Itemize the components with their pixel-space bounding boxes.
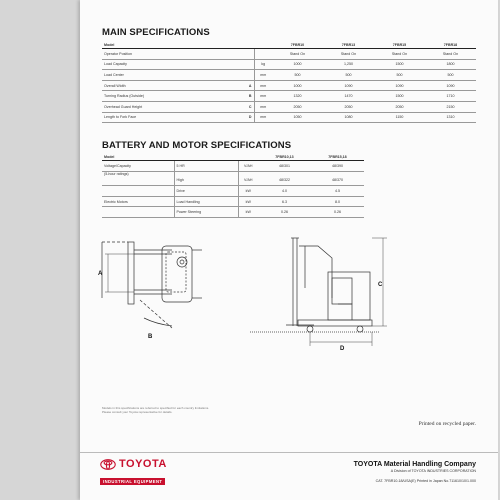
table-row: Electric Motors Load Handling kW 6.3 8.0 [102, 196, 364, 207]
toyota-logo [100, 458, 182, 488]
dimension-label-b: B [148, 334, 153, 340]
header-model: Model [102, 153, 174, 161]
table-row: High V/AH 48/322 48/370 [102, 176, 364, 186]
company-name: TOYOTA Material Handling Company [353, 461, 476, 468]
header-model: Model [102, 41, 242, 49]
table-row: Overall Width A mm 1000 1090 1090 1090 [102, 80, 476, 91]
table-row: Voltage/Capacity 5 HR V/AH 48/301 48/390 [102, 161, 364, 172]
company-block [354, 461, 476, 483]
spec-sheet-page [80, 0, 498, 500]
battery-motor-table [102, 153, 364, 218]
main-spec-title: MAIN SPECIFICATIONS [102, 27, 210, 38]
company-division: A Division of TOYOTA INDUSTRIES CORPORATION [390, 469, 476, 473]
header-7fbr10: 7FBR10 [272, 41, 323, 49]
table-row: Power Steering kW 0.26 0.26 [102, 207, 364, 218]
footnote-line-2: Please consult your Toyota representative for details. [102, 410, 173, 414]
header-7fbr13: 7FBR13 [323, 41, 374, 49]
table-row: Load Capacity kg 1000 1,250 1500 1800 [102, 59, 476, 70]
header-7fbr10-13: 7FBR10,13 [258, 153, 311, 161]
industrial-equipment-bar: INDUSTRIAL EQUIPMENT [100, 478, 165, 485]
dimension-label-a: A [98, 271, 103, 277]
catalog-number: CAT. 7FBR10-18/USA(E) Printed in Japan No.711610/10/1.000 [375, 479, 476, 483]
table-row: Overhead Guard Height C mm 2050 2050 2050 2150 [102, 101, 476, 112]
main-spec-header-row [102, 41, 476, 49]
toyota-wordmark: TOYOTA [119, 458, 167, 470]
header-7fbr18: 7FBR18 [425, 41, 476, 49]
footnote-line-1: Models in this specifications are referred to specified for each country limitations. [102, 406, 210, 410]
recycled-paper-note: Printed on recycled paper. [418, 421, 476, 427]
table-row: Length to Fork Face D mm 1050 1080 1150 1310 [102, 112, 476, 123]
footer-divider [80, 452, 498, 453]
header-7fbr15: 7FBR15 [374, 41, 425, 49]
battery-motor-title: BATTERY AND MOTOR SPECIFICATIONS [102, 140, 292, 151]
toyota-emblem-icon [100, 459, 116, 470]
table-row: Turning Radius (Outside) B mm 1320 1470 1500 1710 [102, 91, 476, 102]
table-row: Drive kW 4.0 4.5 [102, 186, 364, 197]
dimension-label-c: C [378, 282, 383, 288]
forklift-dimension-diagram [100, 228, 400, 356]
header-7fbr15-18: 7FBR15,18 [311, 153, 364, 161]
footnote [102, 406, 209, 414]
table-row: (5-hour ratings) [102, 171, 364, 176]
table-row: Operator Position Stand On Stand On Stand On Stand On [102, 49, 476, 60]
dimension-label-d: D [340, 346, 345, 352]
battery-header-row [102, 153, 364, 161]
side-view-drawing [250, 238, 380, 332]
top-view-drawing [102, 242, 202, 328]
main-spec-table [102, 41, 476, 123]
table-row: Load Center mm 500 500 500 500 [102, 70, 476, 81]
